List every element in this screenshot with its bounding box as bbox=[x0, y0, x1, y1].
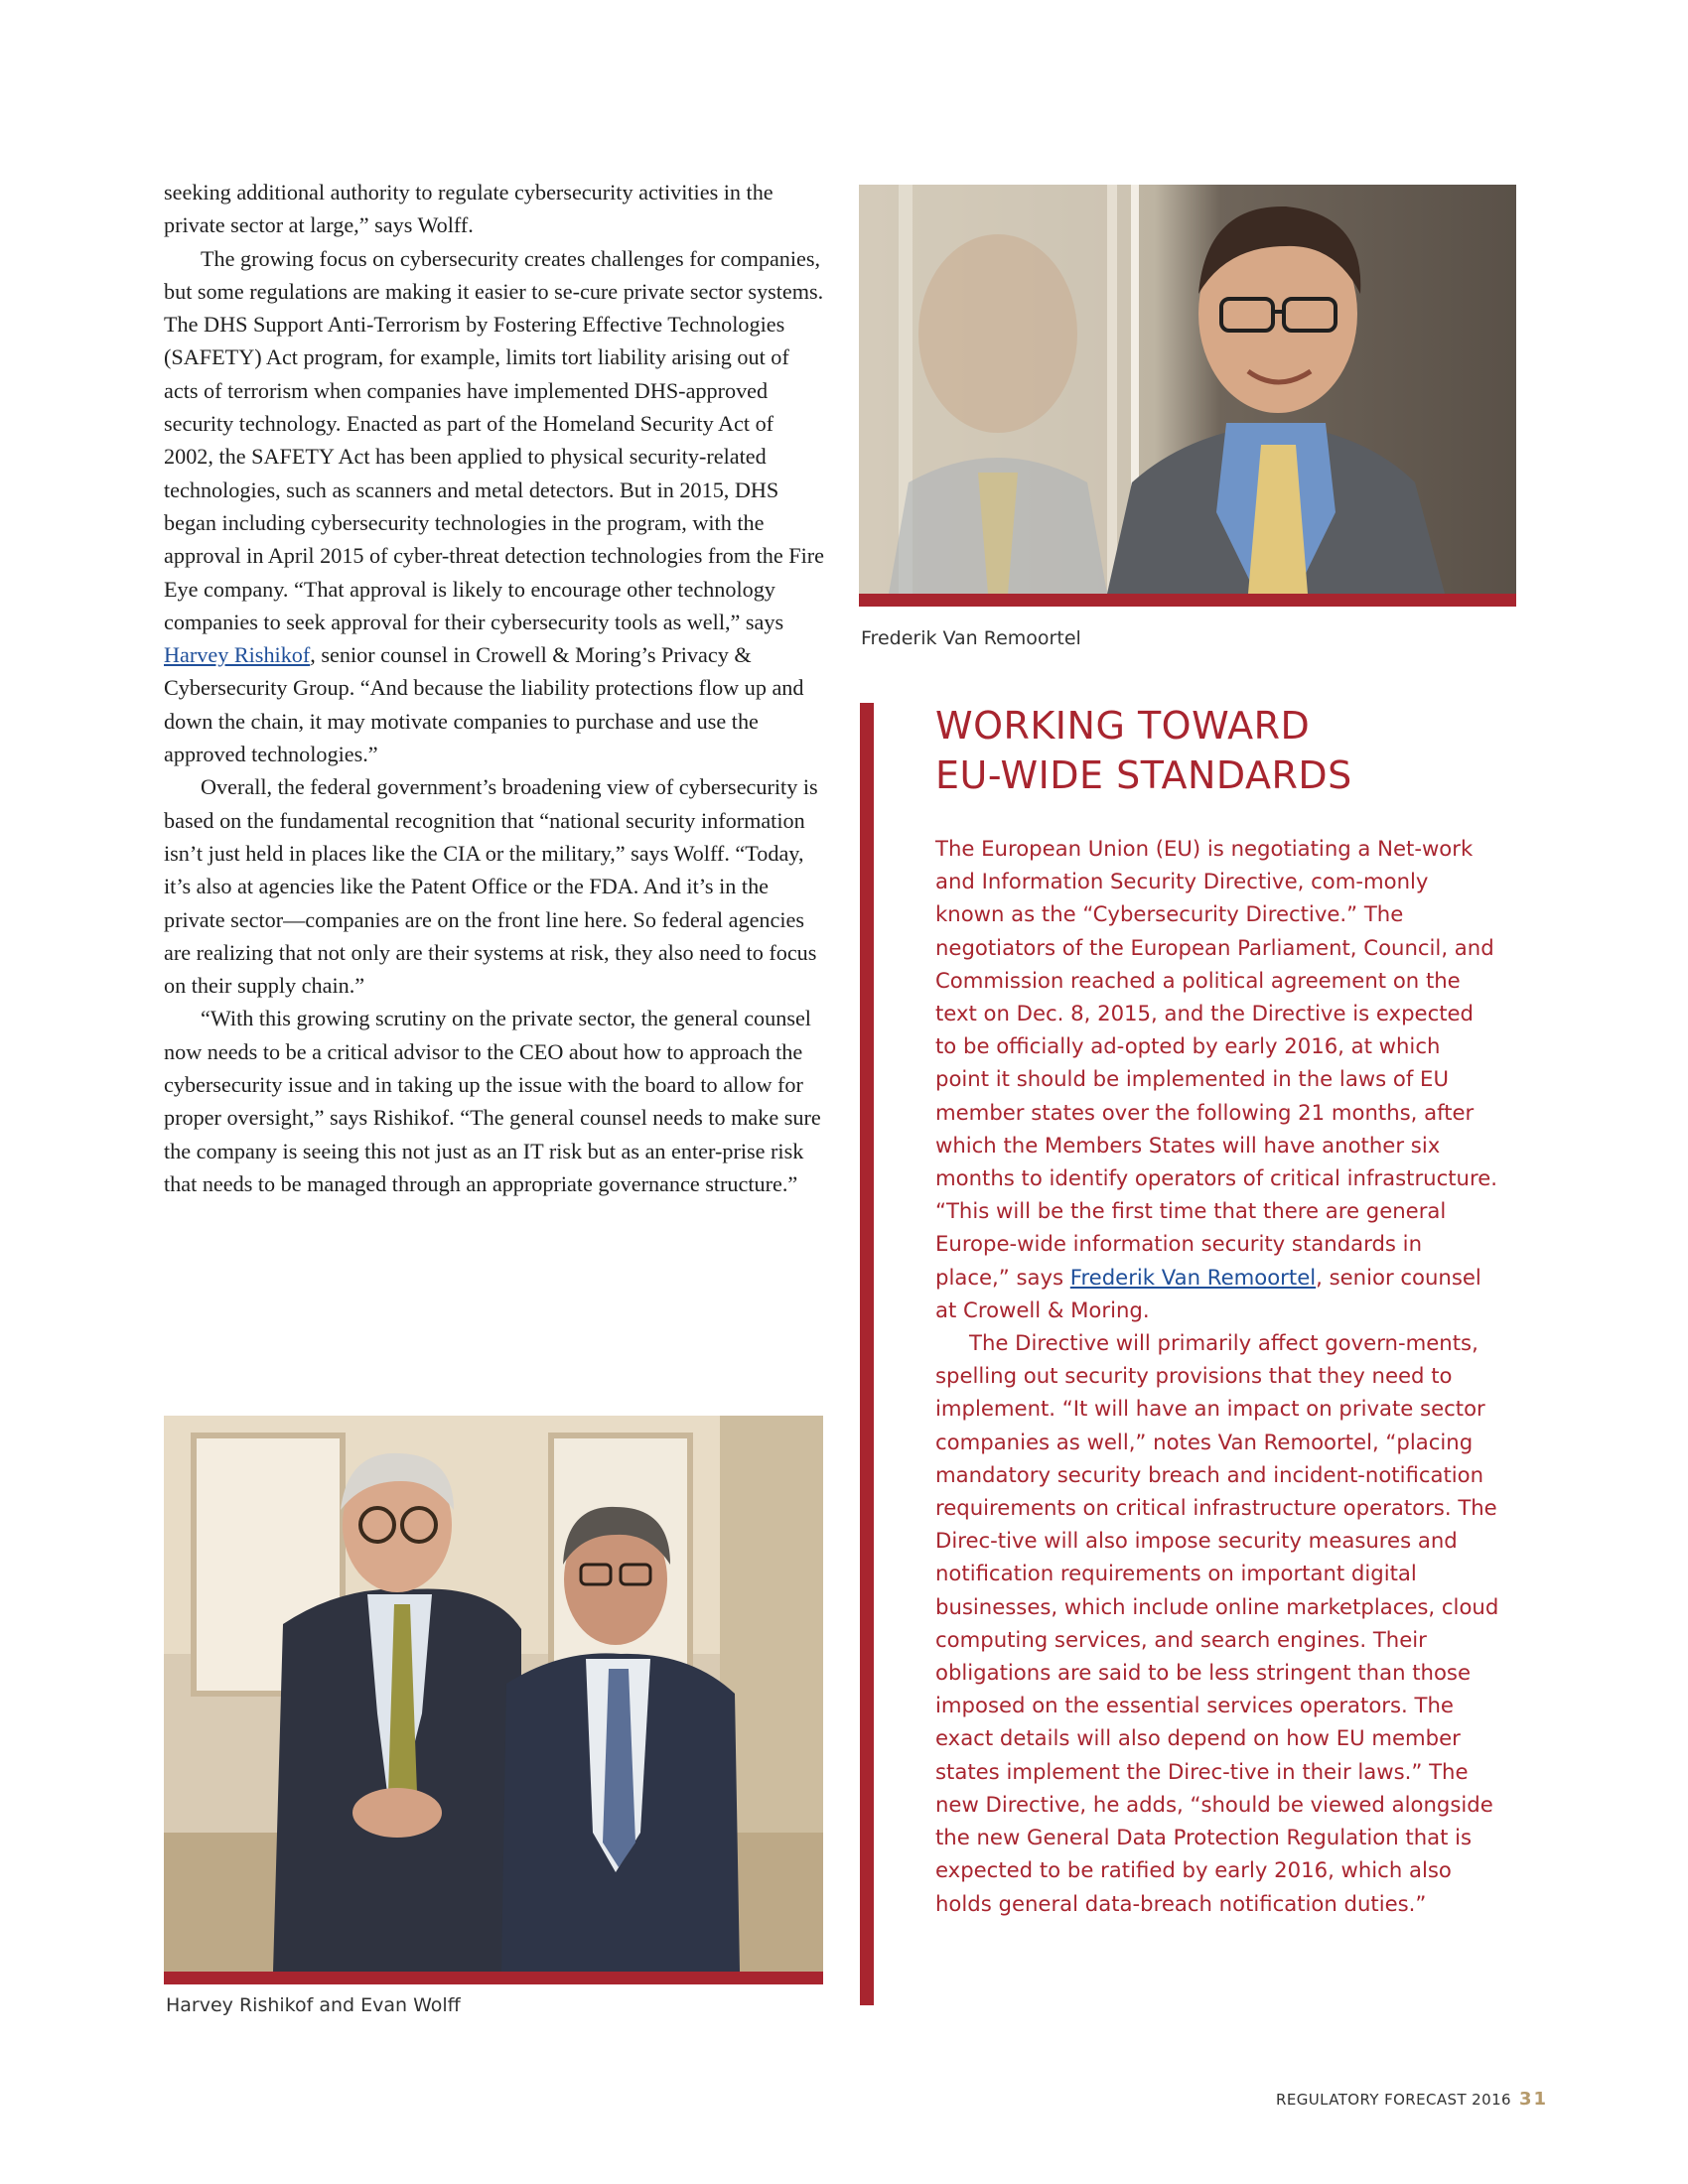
article-text: The growing focus on cybersecurity creates challenges for companies, but some regulations are making it easier to se-cure private sector systems. The DHS Support Anti-Terrorism by Fostering Effective Technologies (SAFETY) Act program, for example, limits tort liability arising out of acts of terrorism when companies have implemented DHS-approved security technology. Enacted as part of the Homeland Security Act of 2002, the SAFETY Act has been applied to physical security-related technologies, such as scanners and metal detectors. But in 2015, DHS began including cybersecurity technologies in the program, with the approval in April 2015 of cyber-threat detection technologies from the Fire Eye company. “That approval is likely to encourage other technology companies to seek approval for their cybersecurity tools as well,” says bbox=[164, 245, 824, 634]
article-paragraph: Overall, the federal government’s broadening view of cybersecurity is based on the fundamental recognition that “national security information isn’t just held in places like the CIA or the military,” says Wolff. “Today, it’s also at agencies like the Patent Office or the FDA. And it’s in the private sector—companies are on the front line here. So federal agencies are realizing that not only are their systems at risk, they also need to focus on their supply chain.” bbox=[164, 774, 818, 999]
photo-accent-bar bbox=[859, 594, 1516, 607]
article-paragraph: seeking additional authority to regulate cybersecurity activities in the private sector at large,” says Wolff. bbox=[164, 180, 774, 238]
publication-title: REGULATORY FORECAST 2016 bbox=[1276, 2091, 1511, 2109]
page-footer bbox=[1276, 2089, 1548, 2110]
frederik-van-remoortel-photo bbox=[859, 185, 1516, 594]
harvey-rishikof-link[interactable]: Harvey Rishikof bbox=[164, 642, 311, 668]
frederik-van-remoortel-link[interactable]: Frederik Van Remoortel bbox=[1069, 1264, 1317, 1290]
article-column bbox=[164, 176, 824, 1200]
photo-caption: Harvey Rishikof and Evan Wolff bbox=[166, 1994, 461, 2016]
photo-caption: Frederik Van Remoortel bbox=[861, 627, 1081, 649]
sidebar-text: The European Union (EU) is negotiating a Net-work and Information Security Directive, com-monly known as the “Cybersecurity Directive.” The negotiators of the European Parliament, Council, and Commission reached a political agreement on the text on Dec. 8, 2015, and the Directive is expected to be officially ad-opted by early 2016, at which point it should be implemented in the laws of EU member states over the following 21 months, after which the Members States will have another six months to identify operators of critical infrastructure. “This will be the first time that there are general Europe-wide information security standards in place,” says bbox=[935, 836, 1497, 1290]
rishikof-wolff-photo bbox=[164, 1416, 823, 1972]
sidebar-title bbox=[935, 701, 1499, 800]
sidebar-paragraph bbox=[935, 832, 1499, 1326]
photo-accent-bar bbox=[164, 1972, 823, 1984]
page-number: 31 bbox=[1518, 2089, 1549, 2110]
sidebar-paragraph: The Directive will primarily affect govern-ments, spelling out security provisions that they need to implement. “It will have an impact on private sector companies as well,” notes Van Remoortel, “placing mandatory security breach and incident-notification requirements on critical infrastructure operators. The Direc-tive will also impose security measures and notification requirements on important digital businesses, which include online marketplaces, cloud computing services, and search engines. Their obligations are said to be less stringent than those imposed on the essential services operators. The exact details will also depend on how EU member states implement the Direc-tive in their laws.” The new Directive, he adds, “should be viewed alongside the new General Data Protection Regulation that is expected to be ratified by early 2016, which also holds general data-breach notification duties.” bbox=[935, 1330, 1499, 1916]
sidebar-title-line: WORKING TOWARD bbox=[935, 704, 1311, 748]
article-text: , senior counsel in Crowell & Moring’s Privacy & Cybersecurity Group. “And because the liability protections flow up and down the chain, it may motivate companies to purchase and use the approved technologies.” bbox=[164, 642, 804, 767]
sidebar-title-line: EU-WIDE STANDARDS bbox=[935, 753, 1352, 797]
sidebar-accent-bar bbox=[860, 703, 874, 2005]
article-paragraph: “With this growing scrutiny on the private sector, the general counsel now needs to be a critical advisor to the CEO about how to approach the cybersecurity issue and in taking up the issue with the board to allow for proper oversight,” says Rishikof. “The general counsel needs to make sure the company is seeing this not just as an IT risk but as an enter-prise risk that needs to be managed through an appropriate governance structure.” bbox=[164, 1006, 821, 1196]
sidebar-text: , senior counsel at Crowell & Moring. bbox=[935, 1264, 1481, 1322]
sidebar bbox=[935, 701, 1499, 1920]
article-paragraph bbox=[164, 242, 824, 771]
